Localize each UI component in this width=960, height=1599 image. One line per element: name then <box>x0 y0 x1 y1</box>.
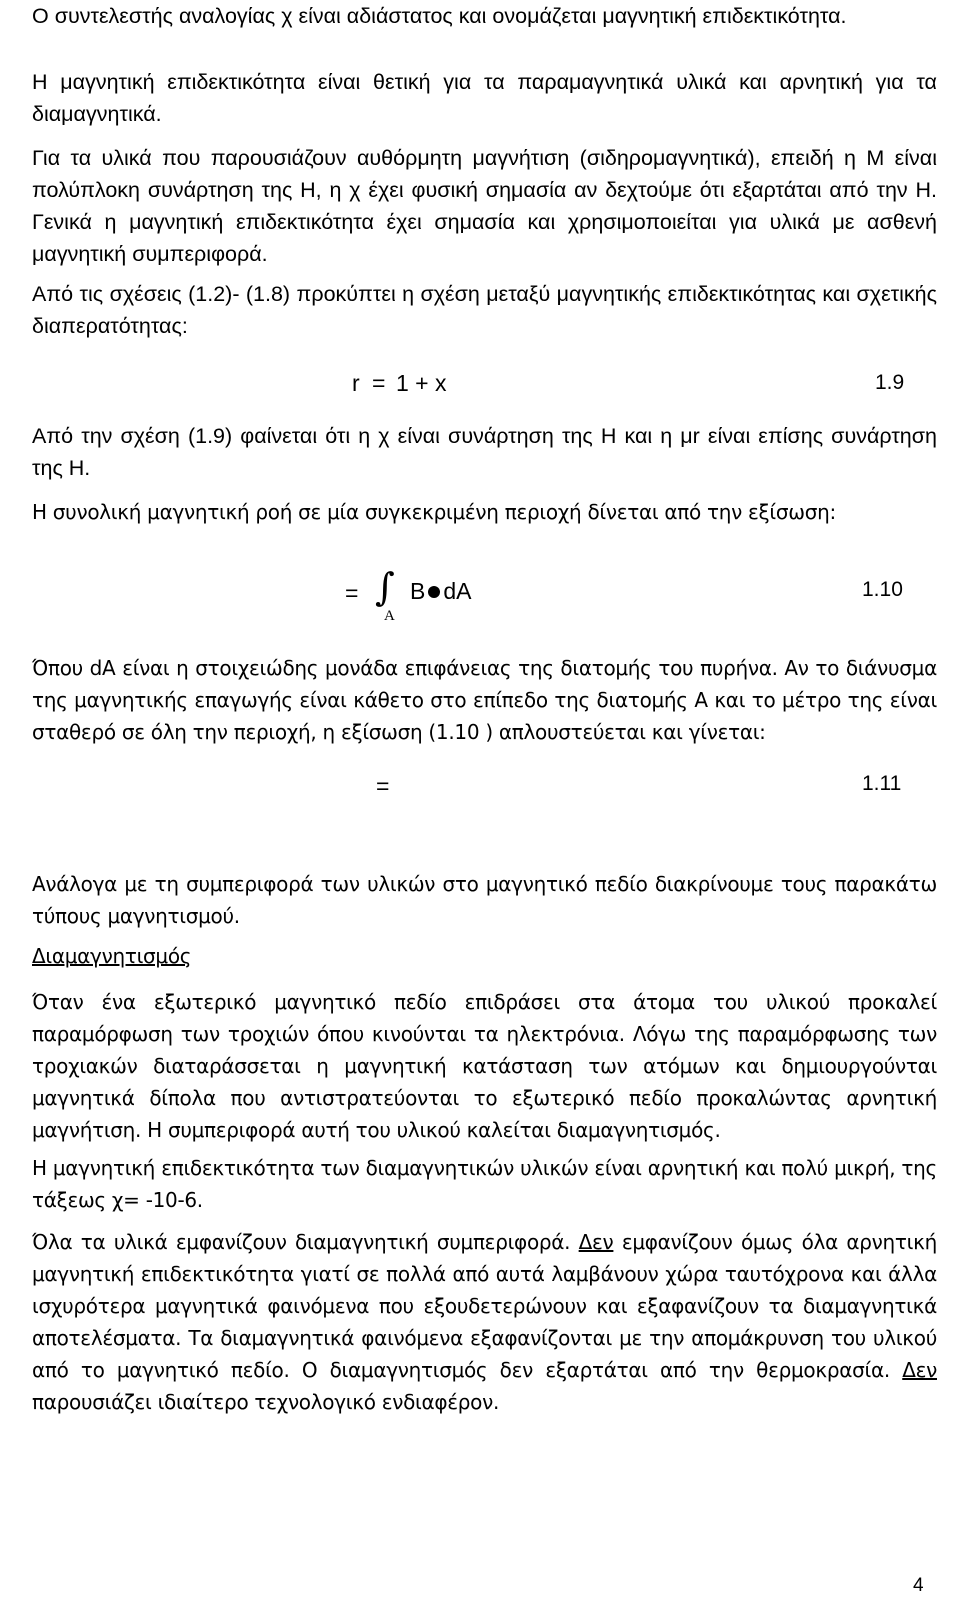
section-heading-diamagnetism: Διαμαγνητισμός <box>32 944 192 968</box>
paragraph-diamagnetic-behavior <box>32 1226 937 1418</box>
integrand <box>410 578 471 605</box>
integrand-da: dA <box>443 578 472 604</box>
paragraph-magnetism-types: Ανάλογα με τη συμπεριφορά των υλικών στο μαγνητικό πεδίο διακρίνουμε τους παρακάτω τύπους μαγνητισμού. <box>32 872 937 928</box>
integral-sign-icon: ∫ <box>375 565 395 609</box>
paragraph-da-definition: Όπου dA είναι η στοιχειώδης μονάδα επιφάνειας της διατομής του πυρήνα. Αν το διάνυσμα της μαγνητικής επαγωγής είναι κάθετο στο επίπεδο της διατομής Α και το μέτρο της είναι σταθερό σε όλη την περιοχή, η εξίσωση (1.10 ) απλουστεύεται και γίνεται: <box>32 656 937 744</box>
paragraph-ferromagnetic: Για τα υλικά που παρουσιάζουν αυθόρμητη μαγνήτιση (σιδηρομαγνητικά), επειδή η Μ είναι πολύπλοκη συνάρτηση της Η, η χ έχει φυσική σημασία αν δεχτούμε ότι εξαρτάται από την Η. Γενικά η μαγνητική επιδεκτικότητα έχει σημασία και χρησιμοποιείται για υλικά με ασθενή μαγνητική συμπεριφορά. <box>32 146 937 266</box>
paragraph-susceptibility-definition: Ο συντελεστής αναλογίας χ είναι αδιάστατος και ονομάζεται μαγνητική επιδεκτικότητα. <box>32 4 847 28</box>
paragraph-susceptibility-sign: Η μαγνητική επιδεκτικότητα είναι θετική για τα παραμαγνητικά υλικά και αρνητική για τα διαμαγνητικά. <box>32 70 937 126</box>
paragraph-relation-conclusion: Από την σχέση (1.9) φαίνεται ότι η χ είναι συνάρτηση της Η και η μr είναι επίσης συνάρτηση της Η. <box>32 424 937 480</box>
underlined-word: Δεν <box>578 1230 614 1254</box>
integral-subscript: A <box>384 608 395 624</box>
equation-number: 1.10 <box>862 578 903 601</box>
equation-number: 1.11 <box>862 772 902 795</box>
equation-equals: = <box>345 580 359 606</box>
text-run: εμφανίζουν όμως όλα αρνητική μαγνητική επιδεκτικότητα γιατί σε πολλά από αυτά λαμβάνουν χώρα ταυτόχρονα και άλλα ισχυρότερα μαγνητικά φαινόμενα που εξουδετερώνουν και εξαφανίζουν τα διαμαγνητικά αποτελέσματα. Τα διαμαγνητικά φαινόμενα εξαφανίζονται με την απομάκρυνση του υλικού από το μαγνητικό πεδίο. Ο διαμαγνητισμός δεν εξαρτάται από την θερμοκρασία. <box>32 1230 937 1382</box>
equation-equals: = <box>376 773 390 799</box>
equation-rhs: 1 + x <box>396 370 447 396</box>
page-number: 4 <box>913 1575 924 1596</box>
paragraph-diamagnetic-susceptibility: Η μαγνητική επιδεκτικότητα των διαμαγνητικών υλικών είναι αρνητική και πολύ μικρή, της τάξεως χ= -10-6. <box>32 1156 937 1212</box>
text-run: Όλα τα υλικά εμφανίζουν διαμαγνητική συμπεριφορά. <box>32 1230 579 1254</box>
equation-lhs: r <box>352 370 360 396</box>
dot-product-icon <box>428 586 440 598</box>
equation-equals: = <box>372 370 386 396</box>
paragraph-relation-intro: Από τις σχέσεις (1.2)- (1.8) προκύπτει η σχέση μεταξύ μαγνητικής επιδεκτικότητας και σχετικής διαπερατότητας: <box>32 282 937 338</box>
paragraph-diamagnetism-mechanism: Όταν ένα εξωτερικό μαγνητικό πεδίο επιδράσει στα άτομα του υλικού προκαλεί παραμόρφωση των τροχιών όπου κινούνται τα ηλεκτρόνια. Λόγω της παραμόρφωσης των τροχιακών διαταράσσεται η μαγνητική κατάσταση των ατόμων και δημιουργούνται μαγνητικά δίπολα που αντιστρατεύονται το εξωτερικό πεδίο προκαλώντας αρνητική μαγνήτιση. Η συμπεριφορά αυτή του υλικού καλείται διαμαγνητισμός. <box>32 990 937 1142</box>
equation-number: 1.9 <box>875 371 905 394</box>
paragraph-flux-intro: Η συνολική μαγνητική ροή σε μία συγκεκριμένη περιοχή δίνεται από την εξίσωση: <box>32 500 836 524</box>
integrand-b: B <box>410 578 426 604</box>
underlined-word: Δεν <box>902 1358 937 1382</box>
text-run: παρουσιάζει ιδιαίτερο τεχνολογικό ενδιαφέρον. <box>32 1390 500 1414</box>
